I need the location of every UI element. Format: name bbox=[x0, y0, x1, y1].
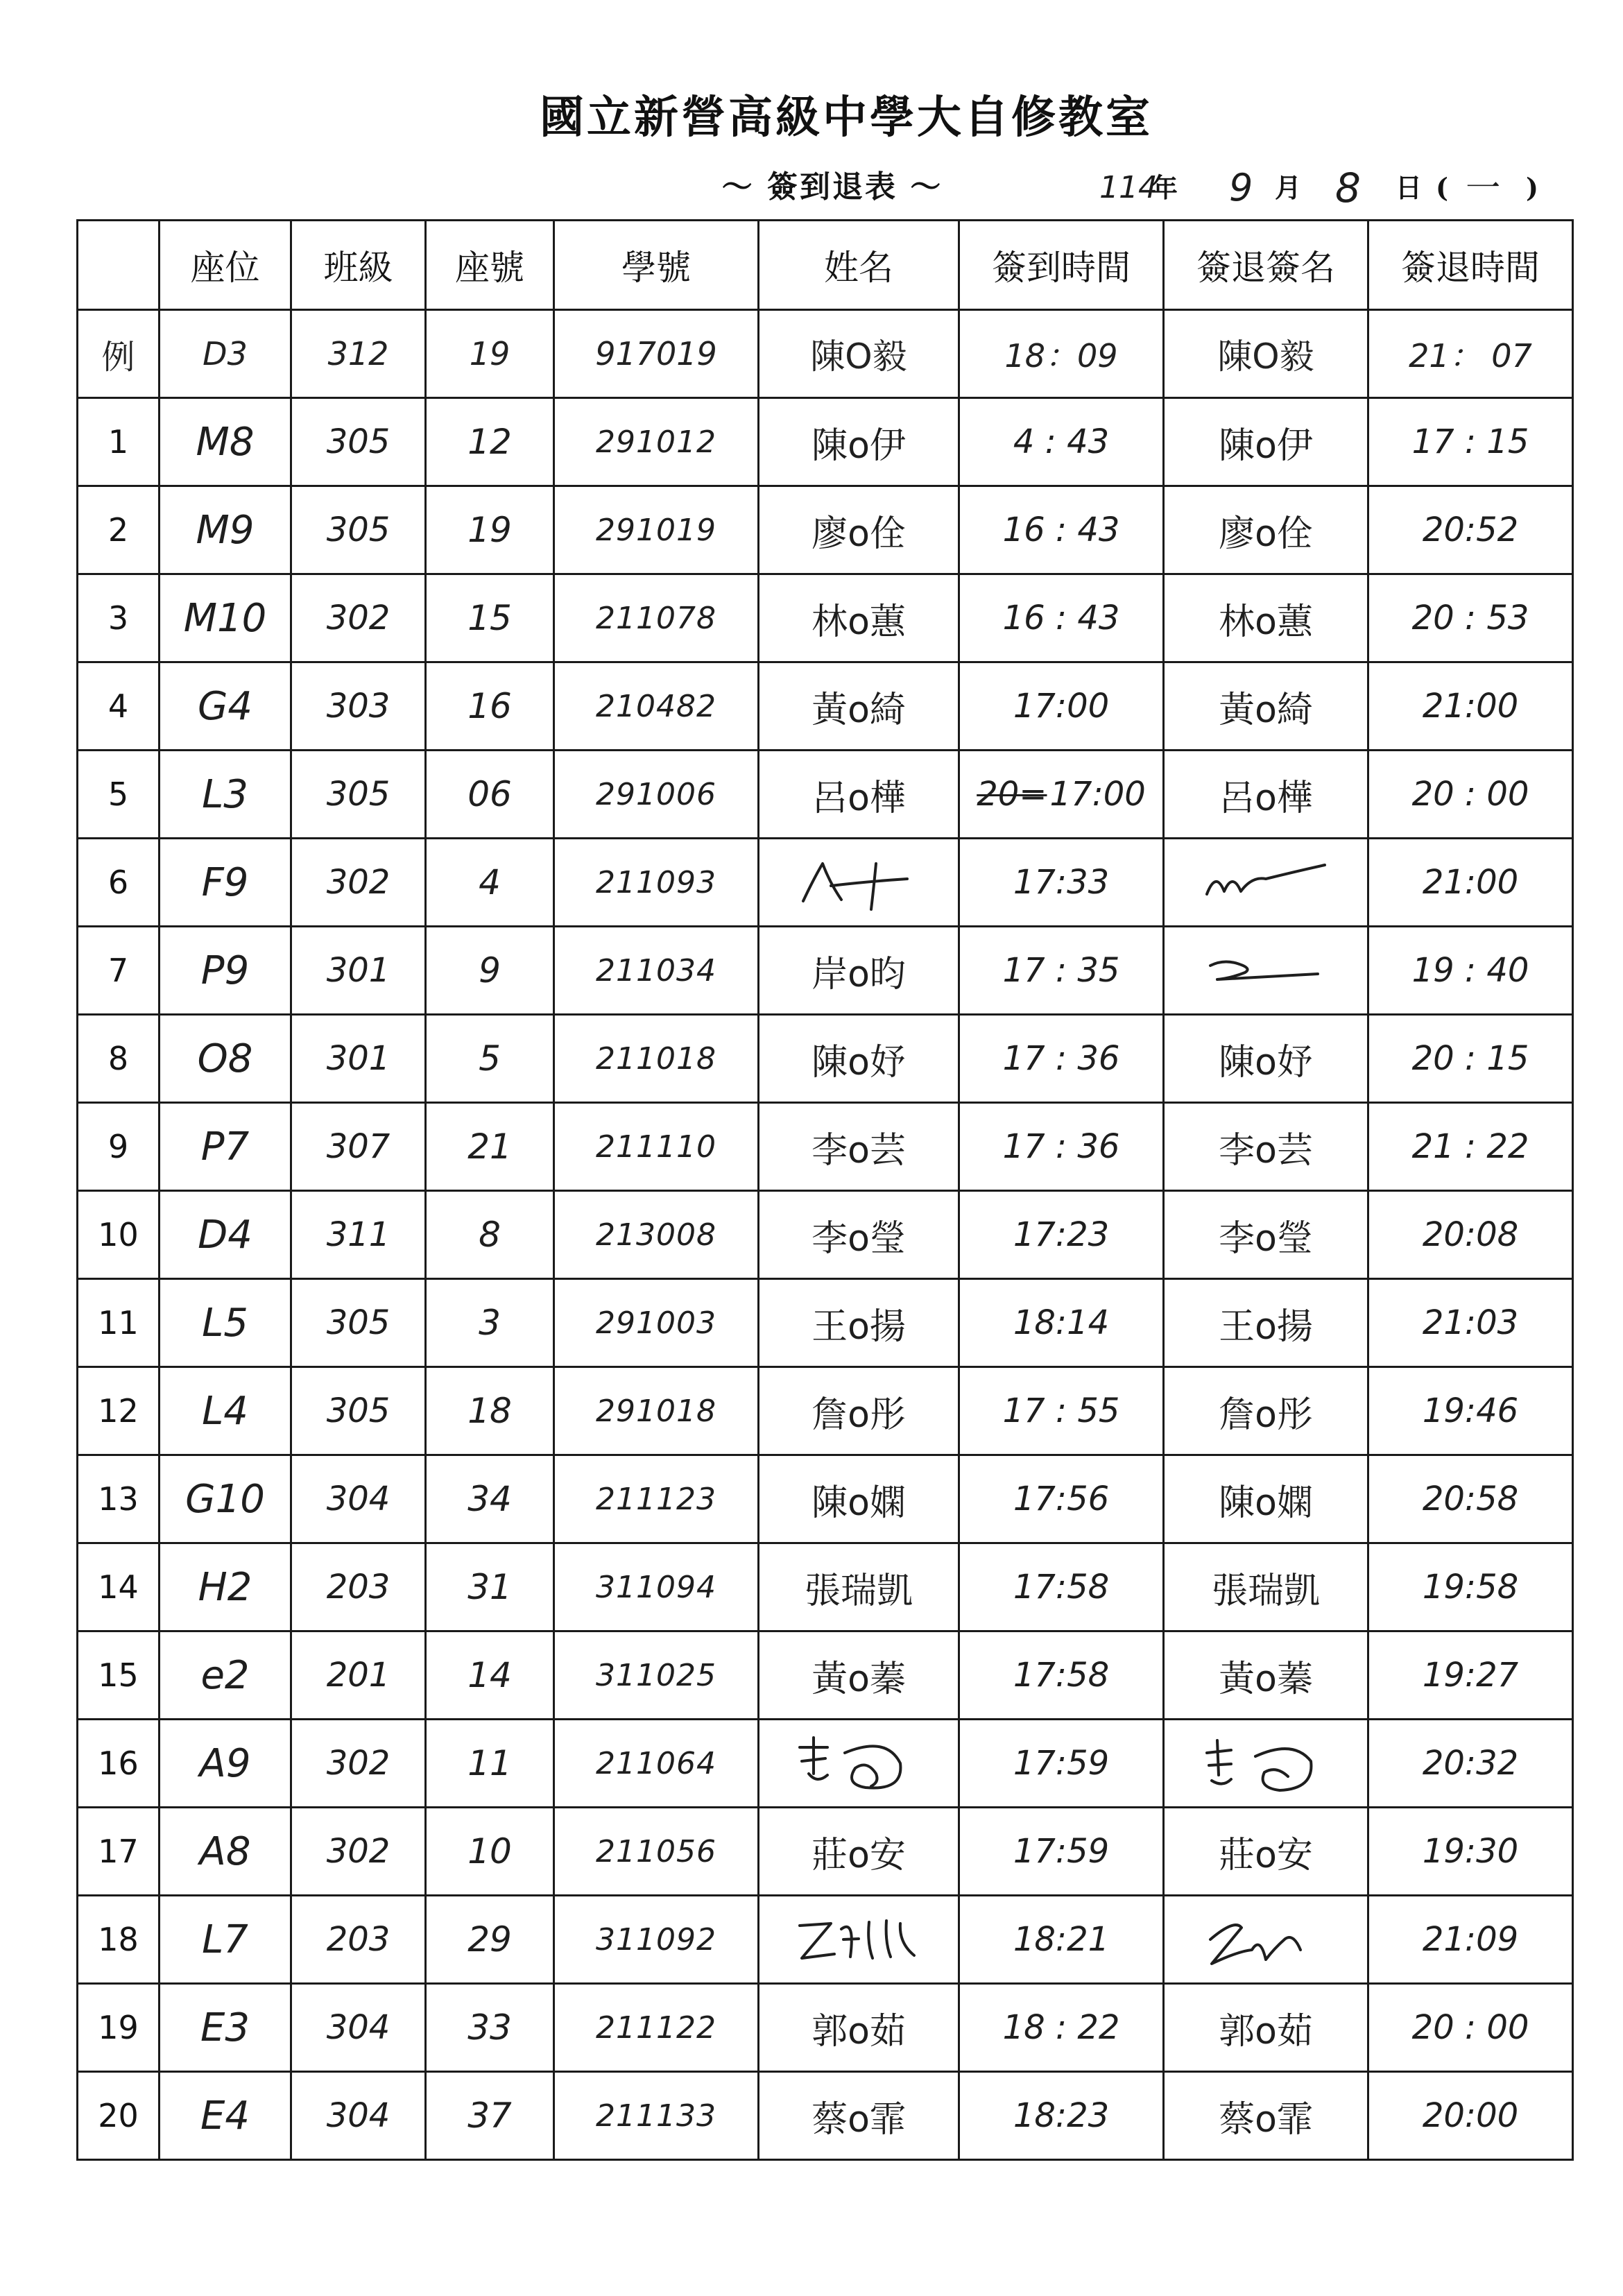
seat-number-cell: 14 bbox=[426, 1631, 554, 1720]
example-label: 例 bbox=[78, 310, 160, 398]
table-row bbox=[78, 1896, 1573, 1984]
student-id-cell: 291003 bbox=[554, 1279, 759, 1367]
sign-out-name-cell: 陳o妤 bbox=[1164, 1015, 1368, 1103]
sign-in-time-cell: 17:56 bbox=[959, 1455, 1164, 1543]
scribble-signature-2-icon bbox=[1196, 851, 1335, 914]
table-row bbox=[78, 839, 1573, 927]
sign-out-name-cell: 王o揚 bbox=[1164, 1279, 1368, 1367]
sign-out-time-cell: 21 : 22 bbox=[1368, 1103, 1573, 1191]
sign-in-time-cell: 17:00 bbox=[959, 662, 1164, 751]
sign-out-time-cell: 20:58 bbox=[1368, 1455, 1573, 1543]
header-sign-in-time: 簽到時間 bbox=[959, 221, 1164, 310]
name-cell: 黃o蓁 bbox=[759, 1631, 959, 1720]
name-cell: 陳o嫻 bbox=[759, 1455, 959, 1543]
seat-number-cell: 31 bbox=[426, 1543, 554, 1631]
name-cell: 李o芸 bbox=[759, 1103, 959, 1191]
student-id-cell: 311094 bbox=[554, 1543, 759, 1631]
seat-number-cell: 5 bbox=[426, 1015, 554, 1103]
seat-cell: P7 bbox=[160, 1103, 291, 1191]
sign-out-name-cell: 張瑞凱 bbox=[1164, 1543, 1368, 1631]
student-id-cell: 211064 bbox=[554, 1720, 759, 1808]
date-day: 8 bbox=[1335, 164, 1361, 212]
sign-out-time-cell: 20 : 00 bbox=[1368, 1984, 1573, 2072]
class-cell: 304 bbox=[291, 1984, 426, 2072]
header-name: 姓名 bbox=[759, 221, 959, 310]
seat-number-cell: 21 bbox=[426, 1103, 554, 1191]
row-number: 9 bbox=[78, 1103, 160, 1191]
class-cell: 304 bbox=[291, 2072, 426, 2160]
example-seat: D3 bbox=[160, 310, 291, 398]
class-cell: 203 bbox=[291, 1896, 426, 1984]
student-id-cell: 311092 bbox=[554, 1896, 759, 1984]
sign-out-name-cell: 黃o蓁 bbox=[1164, 1631, 1368, 1720]
sign-out-name-cell: 李o瑩 bbox=[1164, 1191, 1368, 1279]
header-class: 班級 bbox=[291, 221, 426, 310]
class-cell: 311 bbox=[291, 1191, 426, 1279]
table-row bbox=[78, 2072, 1573, 2160]
class-cell: 203 bbox=[291, 1543, 426, 1631]
student-id-cell: 291019 bbox=[554, 486, 759, 574]
name-cell: 岸o昀 bbox=[759, 927, 959, 1015]
sign-out-time-cell: 19:46 bbox=[1368, 1367, 1573, 1455]
seat-number-cell: 19 bbox=[426, 486, 554, 574]
seat-number-cell: 18 bbox=[426, 1367, 554, 1455]
table-row bbox=[78, 1984, 1573, 2072]
sign-out-time-cell: 20:08 bbox=[1368, 1191, 1573, 1279]
row-number: 18 bbox=[78, 1896, 160, 1984]
table-row bbox=[78, 486, 1573, 574]
seat-cell: G4 bbox=[160, 662, 291, 751]
sign-out-name-cell: 詹o彤 bbox=[1164, 1367, 1368, 1455]
student-id-cell: 211122 bbox=[554, 1984, 759, 2072]
name-cell bbox=[759, 1896, 959, 1984]
row-number: 10 bbox=[78, 1191, 160, 1279]
seat-cell: F9 bbox=[160, 839, 291, 927]
seat-cell: E3 bbox=[160, 1984, 291, 2072]
row-number: 8 bbox=[78, 1015, 160, 1103]
sign-in-time-cell: 18 : 22 bbox=[959, 1984, 1164, 2072]
row-number: 12 bbox=[78, 1367, 160, 1455]
date-year-label: 年 bbox=[1151, 172, 1178, 203]
name-cell: 陳o妤 bbox=[759, 1015, 959, 1103]
seat-number-cell: 9 bbox=[426, 927, 554, 1015]
scribble-signature-1-icon bbox=[789, 851, 928, 914]
date-month: 9 bbox=[1229, 166, 1253, 209]
sign-out-name-cell bbox=[1164, 1720, 1368, 1808]
table-row bbox=[78, 1279, 1573, 1367]
sign-out-time-cell: 20:52 bbox=[1368, 486, 1573, 574]
sign-in-time-cell: 18:14 bbox=[959, 1279, 1164, 1367]
class-cell: 305 bbox=[291, 1367, 426, 1455]
sign-in-time-cell: 17:59 bbox=[959, 1720, 1164, 1808]
seat-number-cell: 4 bbox=[426, 839, 554, 927]
date-month-label: 月 bbox=[1275, 172, 1302, 203]
row-number: 13 bbox=[78, 1455, 160, 1543]
sign-out-name-cell bbox=[1164, 839, 1368, 927]
sign-out-time-cell: 19 : 40 bbox=[1368, 927, 1573, 1015]
student-id-cell: 211093 bbox=[554, 839, 759, 927]
seat-number-cell: 11 bbox=[426, 1720, 554, 1808]
example-row bbox=[78, 310, 1573, 398]
seat-cell: G10 bbox=[160, 1455, 291, 1543]
header-sign-out-name: 簽退簽名 bbox=[1164, 221, 1368, 310]
table-row bbox=[78, 751, 1573, 839]
name-cell: 郭o茹 bbox=[759, 1984, 959, 2072]
sign-out-name-cell bbox=[1164, 1896, 1368, 1984]
student-id-cell: 311025 bbox=[554, 1631, 759, 1720]
sign-out-time-cell: 20:00 bbox=[1368, 2072, 1573, 2160]
sign-out-name-cell: 陳o伊 bbox=[1164, 398, 1368, 486]
sign-out-name-cell: 莊o安 bbox=[1164, 1808, 1368, 1896]
example-sign-out-time: 21： 07 bbox=[1368, 310, 1573, 398]
name-cell: 李o瑩 bbox=[759, 1191, 959, 1279]
sign-in-time-cell: 17 : 36 bbox=[959, 1015, 1164, 1103]
row-number: 7 bbox=[78, 927, 160, 1015]
scribble-signature-5-icon bbox=[1196, 1732, 1335, 1794]
sign-in-time-text: 17:00 bbox=[1049, 775, 1146, 814]
class-cell: 301 bbox=[291, 1015, 426, 1103]
row-number: 19 bbox=[78, 1984, 160, 2072]
sign-out-name-cell: 黃o綺 bbox=[1164, 662, 1368, 751]
seat-number-cell: 37 bbox=[426, 2072, 554, 2160]
row-number: 2 bbox=[78, 486, 160, 574]
sign-in-time-cell: 17:58 bbox=[959, 1543, 1164, 1631]
sign-out-name-cell: 郭o茹 bbox=[1164, 1984, 1368, 2072]
class-cell: 305 bbox=[291, 751, 426, 839]
seat-cell: L5 bbox=[160, 1279, 291, 1367]
sign-out-time-cell: 21:00 bbox=[1368, 662, 1573, 751]
header-seat: 座位 bbox=[160, 221, 291, 310]
class-cell: 302 bbox=[291, 1808, 426, 1896]
class-cell: 305 bbox=[291, 398, 426, 486]
sign-out-name-cell bbox=[1164, 927, 1368, 1015]
class-cell: 303 bbox=[291, 662, 426, 751]
student-id-cell: 211056 bbox=[554, 1808, 759, 1896]
name-cell: 莊o安 bbox=[759, 1808, 959, 1896]
row-number: 1 bbox=[78, 398, 160, 486]
example-student-id: 917019 bbox=[554, 310, 759, 398]
student-id-cell: 211123 bbox=[554, 1455, 759, 1543]
name-cell bbox=[759, 839, 959, 927]
header-seat-number: 座號 bbox=[426, 221, 554, 310]
seat-number-cell: 29 bbox=[426, 1896, 554, 1984]
sign-in-time-cell: 17:33 bbox=[959, 839, 1164, 927]
date-day-label: 日 bbox=[1396, 172, 1423, 203]
seat-cell: M9 bbox=[160, 486, 291, 574]
sign-out-time-cell: 20 : 53 bbox=[1368, 574, 1573, 662]
seat-cell: L7 bbox=[160, 1896, 291, 1984]
name-cell: 蔡o霏 bbox=[759, 2072, 959, 2160]
date-close-paren: ) bbox=[1526, 172, 1538, 203]
class-cell: 305 bbox=[291, 1279, 426, 1367]
seat-cell: L4 bbox=[160, 1367, 291, 1455]
date-year: 114 bbox=[1099, 170, 1158, 205]
name-cell: 黃o綺 bbox=[759, 662, 959, 751]
seat-cell: M8 bbox=[160, 398, 291, 486]
seat-number-cell: 10 bbox=[426, 1808, 554, 1896]
sign-in-time-cell: 17 : 35 bbox=[959, 927, 1164, 1015]
student-id-cell: 210482 bbox=[554, 662, 759, 751]
seat-cell: L3 bbox=[160, 751, 291, 839]
sign-out-time-cell: 17 : 15 bbox=[1368, 398, 1573, 486]
name-cell bbox=[759, 1720, 959, 1808]
sign-out-time-cell: 21:00 bbox=[1368, 839, 1573, 927]
seat-cell: P9 bbox=[160, 927, 291, 1015]
sheet-subtitle: ～ 簽到退表 ～ bbox=[721, 169, 943, 205]
seat-number-cell: 15 bbox=[426, 574, 554, 662]
name-cell: 林o蕙 bbox=[759, 574, 959, 662]
sign-out-time-cell: 19:58 bbox=[1368, 1543, 1573, 1631]
sign-out-time-cell: 19:27 bbox=[1368, 1631, 1573, 1720]
student-id-cell: 211078 bbox=[554, 574, 759, 662]
sign-out-time-cell: 20 : 00 bbox=[1368, 751, 1573, 839]
table-row bbox=[78, 662, 1573, 751]
name-cell: 陳o伊 bbox=[759, 398, 959, 486]
sign-in-time-cell: 16 : 43 bbox=[959, 486, 1164, 574]
sign-in-time-cell: 17 : 55 bbox=[959, 1367, 1164, 1455]
name-cell: 呂o樺 bbox=[759, 751, 959, 839]
class-cell: 305 bbox=[291, 486, 426, 574]
sign-out-name-cell: 廖o佺 bbox=[1164, 486, 1368, 574]
student-id-cell: 211034 bbox=[554, 927, 759, 1015]
row-number: 14 bbox=[78, 1543, 160, 1631]
seat-number-cell: 16 bbox=[426, 662, 554, 751]
table-row bbox=[78, 1015, 1573, 1103]
sign-out-name-cell: 林o蕙 bbox=[1164, 574, 1368, 662]
student-id-cell: 291012 bbox=[554, 398, 759, 486]
scribble-signature-4-icon bbox=[789, 1732, 928, 1794]
name-cell: 廖o佺 bbox=[759, 486, 959, 574]
class-cell: 307 bbox=[291, 1103, 426, 1191]
seat-cell: O8 bbox=[160, 1015, 291, 1103]
table-row bbox=[78, 1455, 1573, 1543]
class-cell: 201 bbox=[291, 1631, 426, 1720]
header-blank bbox=[78, 221, 160, 310]
sign-in-time-cell: 4 : 43 bbox=[959, 398, 1164, 486]
sign-in-table bbox=[76, 219, 1574, 2161]
date-weekday: 一 bbox=[1462, 168, 1497, 208]
name-cell: 詹o彤 bbox=[759, 1367, 959, 1455]
table-row bbox=[78, 1631, 1573, 1720]
seat-cell: D4 bbox=[160, 1191, 291, 1279]
scribble-signature-7-icon bbox=[1196, 1908, 1335, 1971]
name-cell: 王o揚 bbox=[759, 1279, 959, 1367]
example-sign-out-name: 陳O毅 bbox=[1164, 310, 1368, 398]
seat-cell: A8 bbox=[160, 1808, 291, 1896]
sign-in-time-cell: 17:23 bbox=[959, 1191, 1164, 1279]
sign-in-time-cell: 18:23 bbox=[959, 2072, 1164, 2160]
table-row bbox=[78, 574, 1573, 662]
class-cell: 302 bbox=[291, 839, 426, 927]
sign-out-name-cell: 陳o嫻 bbox=[1164, 1455, 1368, 1543]
scribble-signature-3-icon bbox=[1196, 939, 1335, 1002]
example-sign-in-time: 18：09 bbox=[959, 310, 1164, 398]
table-row bbox=[78, 1191, 1573, 1279]
seat-number-cell: 12 bbox=[426, 398, 554, 486]
seat-number-cell: 3 bbox=[426, 1279, 554, 1367]
sign-in-time-cell: 17:59 bbox=[959, 1808, 1164, 1896]
student-id-cell: 211133 bbox=[554, 2072, 759, 2160]
table-row bbox=[78, 1367, 1573, 1455]
sheet-title: 國立新營高級中學大自修教室 bbox=[540, 92, 1153, 144]
class-cell: 302 bbox=[291, 1720, 426, 1808]
sign-in-time-cell bbox=[959, 751, 1164, 839]
struck-out-time: 20= bbox=[977, 775, 1047, 814]
row-number: 5 bbox=[78, 751, 160, 839]
seat-number-cell: 34 bbox=[426, 1455, 554, 1543]
header-sign-out-time: 簽退時間 bbox=[1368, 221, 1573, 310]
example-seat-number: 19 bbox=[426, 310, 554, 398]
sign-in-time-cell: 16 : 43 bbox=[959, 574, 1164, 662]
sign-out-name-cell: 呂o樺 bbox=[1164, 751, 1368, 839]
header-row bbox=[78, 221, 1573, 310]
row-number: 15 bbox=[78, 1631, 160, 1720]
row-number: 11 bbox=[78, 1279, 160, 1367]
sign-in-time-cell: 17:58 bbox=[959, 1631, 1164, 1720]
date-open-paren: ( bbox=[1436, 172, 1448, 203]
sign-out-time-cell: 20 : 15 bbox=[1368, 1015, 1573, 1103]
example-name: 陳O毅 bbox=[759, 310, 959, 398]
row-number: 16 bbox=[78, 1720, 160, 1808]
class-cell: 304 bbox=[291, 1455, 426, 1543]
example-class: 312 bbox=[291, 310, 426, 398]
sign-out-time-cell: 19:30 bbox=[1368, 1808, 1573, 1896]
sign-in-time-cell: 18:21 bbox=[959, 1896, 1164, 1984]
row-number: 20 bbox=[78, 2072, 160, 2160]
student-id-cell: 291018 bbox=[554, 1367, 759, 1455]
seat-number-cell: 8 bbox=[426, 1191, 554, 1279]
scribble-signature-6-icon bbox=[789, 1908, 928, 1971]
row-number: 6 bbox=[78, 839, 160, 927]
sign-out-time-cell: 20:32 bbox=[1368, 1720, 1573, 1808]
seat-cell: E4 bbox=[160, 2072, 291, 2160]
row-number: 17 bbox=[78, 1808, 160, 1896]
class-cell: 302 bbox=[291, 574, 426, 662]
row-number: 4 bbox=[78, 662, 160, 751]
student-id-cell: 211018 bbox=[554, 1015, 759, 1103]
seat-cell: A9 bbox=[160, 1720, 291, 1808]
sheet-date bbox=[0, 164, 1623, 212]
student-id-cell: 213008 bbox=[554, 1191, 759, 1279]
class-cell: 301 bbox=[291, 927, 426, 1015]
sign-out-time-cell: 21:03 bbox=[1368, 1279, 1573, 1367]
seat-number-cell: 33 bbox=[426, 1984, 554, 2072]
name-cell: 張瑞凱 bbox=[759, 1543, 959, 1631]
table-row bbox=[78, 1543, 1573, 1631]
seat-cell: e2 bbox=[160, 1631, 291, 1720]
header-student-id: 學號 bbox=[554, 221, 759, 310]
sign-out-time-cell: 21:09 bbox=[1368, 1896, 1573, 1984]
seat-number-cell: 06 bbox=[426, 751, 554, 839]
table-row bbox=[78, 1103, 1573, 1191]
row-number: 3 bbox=[78, 574, 160, 662]
sign-in-time-cell: 17 : 36 bbox=[959, 1103, 1164, 1191]
student-id-cell: 211110 bbox=[554, 1103, 759, 1191]
table-row bbox=[78, 927, 1573, 1015]
table-row bbox=[78, 1808, 1573, 1896]
student-id-cell: 291006 bbox=[554, 751, 759, 839]
seat-cell: H2 bbox=[160, 1543, 291, 1631]
sign-out-name-cell: 蔡o霏 bbox=[1164, 2072, 1368, 2160]
sign-out-name-cell: 李o芸 bbox=[1164, 1103, 1368, 1191]
table-row bbox=[78, 398, 1573, 486]
seat-cell: M10 bbox=[160, 574, 291, 662]
table-row bbox=[78, 1720, 1573, 1808]
